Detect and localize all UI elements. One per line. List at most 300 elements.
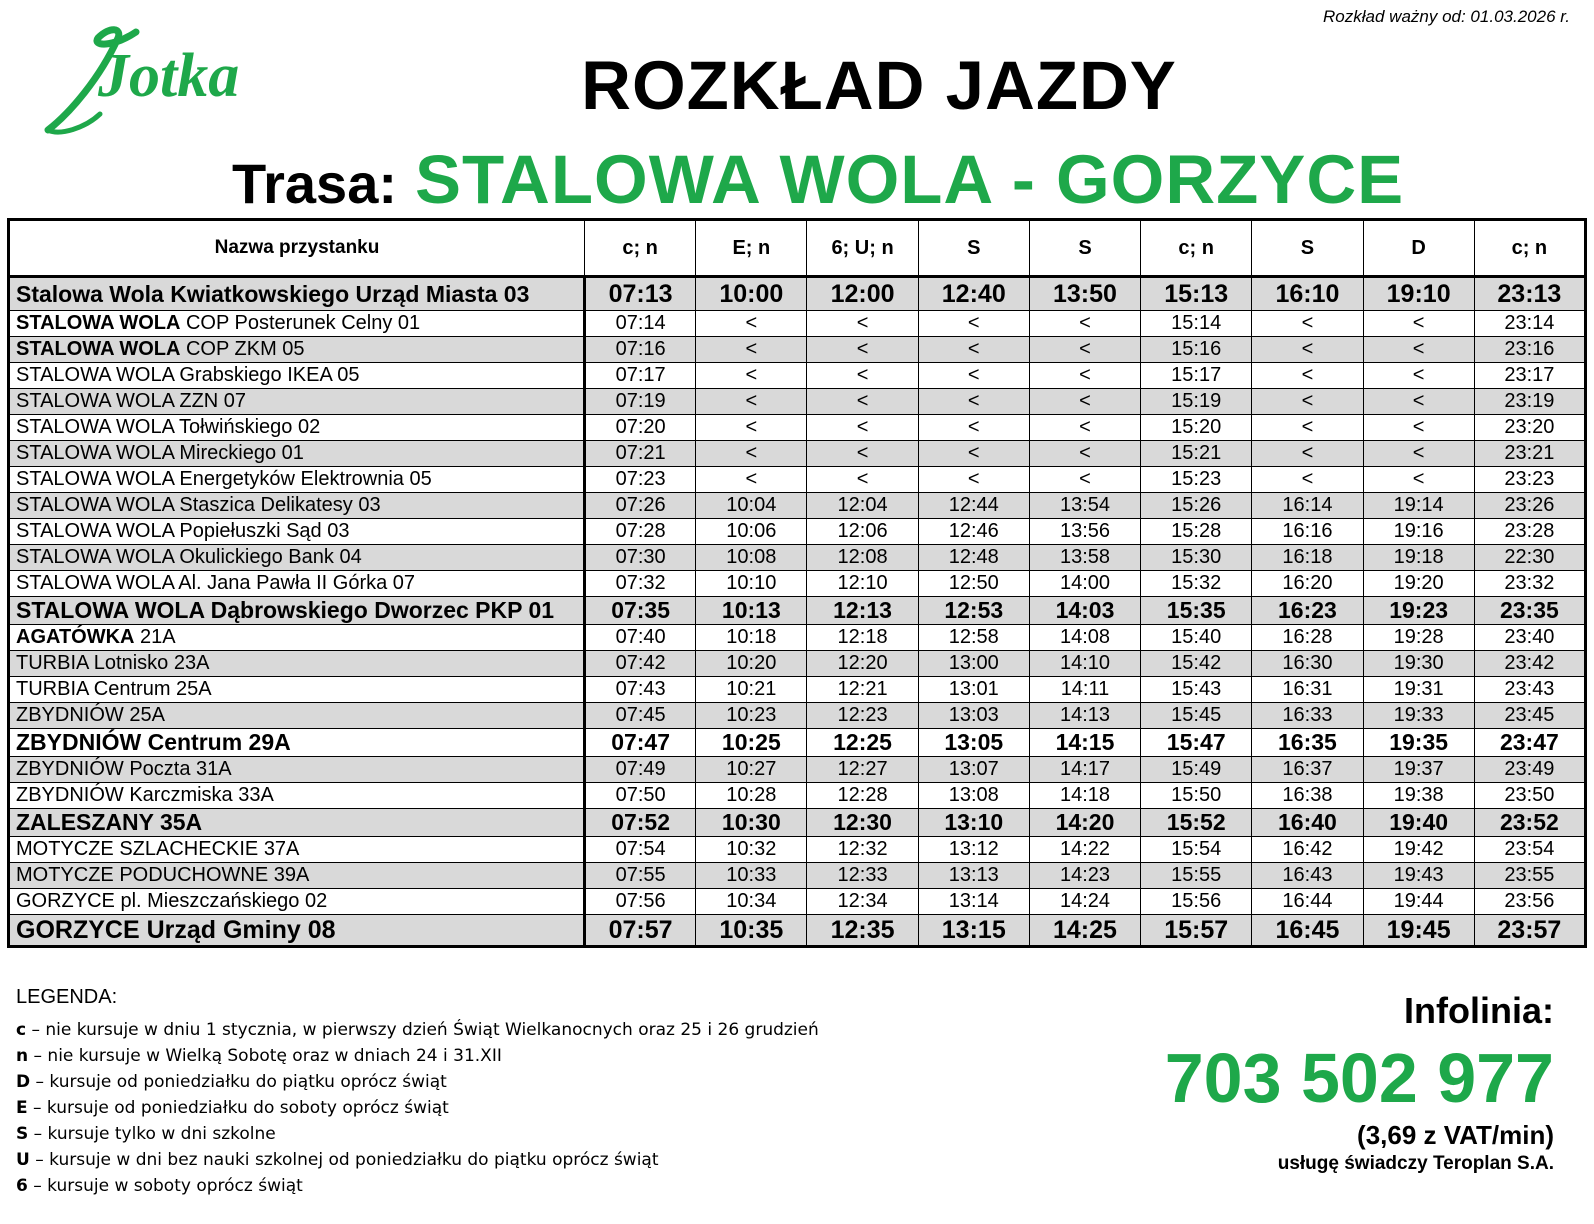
departure-time: 13:58: [1029, 545, 1140, 571]
departure-time: 16:18: [1252, 545, 1363, 571]
legend-item: [16, 1121, 819, 1147]
departure-time: 12:25: [807, 729, 918, 757]
departure-time: <: [918, 337, 1029, 363]
departure-time: 16:33: [1252, 703, 1363, 729]
departure-time: <: [1252, 441, 1363, 467]
departure-time: <: [696, 415, 807, 441]
departure-time: <: [807, 337, 918, 363]
departure-time: 19:43: [1363, 863, 1474, 889]
departure-time: 10:06: [696, 519, 807, 545]
departure-time: 15:30: [1141, 545, 1252, 571]
legend-key: c: [16, 1020, 27, 1040]
table-row: [9, 915, 1586, 947]
departure-time: 13:07: [918, 757, 1029, 783]
stop-name: [9, 415, 585, 441]
departure-time: <: [1029, 415, 1140, 441]
table-row: [9, 493, 1586, 519]
departure-time: 07:20: [585, 415, 696, 441]
departure-time: 15:32: [1141, 571, 1252, 597]
departure-time: 15:14: [1141, 311, 1252, 337]
departure-time: 12:23: [807, 703, 918, 729]
departure-time: 07:43: [585, 677, 696, 703]
departure-time: 12:18: [807, 625, 918, 651]
departure-time: <: [1252, 467, 1363, 493]
stop-name: [9, 389, 585, 415]
table-row: [9, 571, 1586, 597]
stop-name-text: TURBIA Centrum 25A: [16, 678, 212, 700]
departure-time: 14:00: [1029, 571, 1140, 597]
departure-time: 16:16: [1252, 519, 1363, 545]
departure-time: 15:13: [1141, 277, 1252, 311]
departure-time: 07:30: [585, 545, 696, 571]
departure-time: 12:21: [807, 677, 918, 703]
stop-name-text: STALOWA WOLA Dąbrowskiego Dworzec PKP 01: [16, 597, 555, 623]
departure-time: 15:42: [1141, 651, 1252, 677]
stop-name-text: 21A: [134, 626, 176, 648]
legend-item: [16, 1043, 819, 1069]
departure-time: <: [1029, 337, 1140, 363]
departure-time: 16:23: [1252, 597, 1363, 625]
stop-name-prefix: STALOWA WOLA: [16, 338, 181, 360]
departure-time: 10:10: [696, 571, 807, 597]
departure-time: 13:50: [1029, 277, 1140, 311]
stop-name: [9, 337, 585, 363]
departure-time: 14:22: [1029, 837, 1140, 863]
departure-time: 14:10: [1029, 651, 1140, 677]
departure-time: <: [1252, 311, 1363, 337]
departure-time: 14:23: [1029, 863, 1140, 889]
departure-time: 12:44: [918, 493, 1029, 519]
departure-time: 15:54: [1141, 837, 1252, 863]
legend-description: – kursuje w soboty oprócz świąt: [27, 1176, 303, 1196]
departure-time: 23:21: [1474, 441, 1585, 467]
departure-time: 19:37: [1363, 757, 1474, 783]
departure-time: <: [807, 467, 918, 493]
stop-name: [9, 703, 585, 729]
table-row: [9, 337, 1586, 363]
stop-name-text: STALOWA WOLA Staszica Delikatesy 03: [16, 494, 381, 516]
departure-time: 12:53: [918, 597, 1029, 625]
stop-name-header: Nazwa przystanku: [9, 220, 585, 277]
departure-time: 14:03: [1029, 597, 1140, 625]
departure-time: 07:26: [585, 493, 696, 519]
departure-time: 10:32: [696, 837, 807, 863]
departure-time: 15:45: [1141, 703, 1252, 729]
departure-time: 15:56: [1141, 889, 1252, 915]
stop-name-text: STALOWA WOLA Grabskiego IKEA 05: [16, 364, 360, 386]
departure-time: 19:14: [1363, 493, 1474, 519]
departure-time: 19:10: [1363, 277, 1474, 311]
departure-time: 13:03: [918, 703, 1029, 729]
course-header: c; n: [585, 220, 696, 277]
legend-description: – nie kursuje w dniu 1 stycznia, w pierwszy dzień Świąt Wielkanocnych oraz 25 i 26 grudzień: [26, 1020, 819, 1040]
departure-time: 12:30: [807, 809, 918, 837]
departure-time: <: [918, 415, 1029, 441]
departure-time: 16:42: [1252, 837, 1363, 863]
legend-item: [16, 1069, 819, 1095]
departure-time: <: [807, 311, 918, 337]
legend-item: [16, 1173, 819, 1199]
departure-time: 23:54: [1474, 837, 1585, 863]
table-row: [9, 837, 1586, 863]
departure-time: <: [1363, 337, 1474, 363]
departure-time: 15:47: [1141, 729, 1252, 757]
departure-time: 19:28: [1363, 625, 1474, 651]
departure-time: <: [1029, 389, 1140, 415]
departure-time: 23:45: [1474, 703, 1585, 729]
stop-name: [9, 915, 585, 947]
departure-time: 07:16: [585, 337, 696, 363]
departure-time: 07:54: [585, 837, 696, 863]
departure-time: 14:13: [1029, 703, 1140, 729]
departure-time: 16:28: [1252, 625, 1363, 651]
table-row: [9, 703, 1586, 729]
departure-time: <: [1252, 363, 1363, 389]
departure-time: 10:34: [696, 889, 807, 915]
departure-time: <: [1029, 363, 1140, 389]
departure-time: 15:50: [1141, 783, 1252, 809]
route-name: STALOWA WOLA - GORZYCE: [415, 141, 1405, 218]
stop-name: [9, 467, 585, 493]
departure-time: <: [807, 389, 918, 415]
departure-time: 16:20: [1252, 571, 1363, 597]
stop-name: [9, 809, 585, 837]
infoline-operator: usługę świadczy Teroplan S.A.: [1277, 1153, 1554, 1174]
stop-name: [9, 597, 585, 625]
departure-time: <: [1029, 467, 1140, 493]
departure-time: <: [696, 441, 807, 467]
stop-name-text: STALOWA WOLA Mireckiego 01: [16, 442, 304, 464]
stop-name-text: STALOWA WOLA ZZN 07: [16, 390, 247, 412]
stop-name-text: ZBYDNIÓW 25A: [16, 704, 165, 726]
departure-time: 13:01: [918, 677, 1029, 703]
departure-time: 10:13: [696, 597, 807, 625]
departure-time: 23:23: [1474, 467, 1585, 493]
page-title: ROZKŁAD JAZDY: [581, 47, 1177, 124]
stop-name-text: STALOWA WOLA Popiełuszki Sąd 03: [16, 520, 350, 542]
table-row: [9, 519, 1586, 545]
stop-name: [9, 837, 585, 863]
departure-time: 12:35: [807, 915, 918, 947]
table-row: [9, 651, 1586, 677]
departure-time: 14:11: [1029, 677, 1140, 703]
departure-time: 10:30: [696, 809, 807, 837]
departure-time: 12:32: [807, 837, 918, 863]
departure-time: 22:30: [1474, 545, 1585, 571]
route-heading: [232, 140, 1404, 219]
stop-name-text: COP ZKM 05: [180, 338, 305, 360]
departure-time: 23:55: [1474, 863, 1585, 889]
table-row: [9, 415, 1586, 441]
legend-item: [16, 1147, 819, 1173]
course-header: S: [1252, 220, 1363, 277]
course-header: D: [1363, 220, 1474, 277]
course-header: 6; U; n: [807, 220, 918, 277]
departure-time: 19:45: [1363, 915, 1474, 947]
departure-time: 15:52: [1141, 809, 1252, 837]
departure-time: 15:26: [1141, 493, 1252, 519]
departure-time: 23:47: [1474, 729, 1585, 757]
departure-time: 12:50: [918, 571, 1029, 597]
table-row: [9, 467, 1586, 493]
departure-time: 07:52: [585, 809, 696, 837]
departure-time: 12:27: [807, 757, 918, 783]
legend-title: LEGENDA:: [16, 986, 118, 1008]
departure-time: 12:34: [807, 889, 918, 915]
legend-description: – nie kursuje w Wielką Sobotę oraz w dniach 24 i 31.XII: [28, 1046, 502, 1066]
infoline: [1165, 990, 1554, 1175]
departure-time: 10:08: [696, 545, 807, 571]
legend-key: D: [16, 1072, 31, 1092]
legend-key: U: [16, 1150, 30, 1170]
departure-time: <: [696, 389, 807, 415]
departure-time: 10:27: [696, 757, 807, 783]
stop-name-prefix: STALOWA WOLA: [16, 312, 181, 334]
departure-time: 15:35: [1141, 597, 1252, 625]
departure-time: 19:38: [1363, 783, 1474, 809]
logo-text: Jotka: [98, 42, 240, 110]
legend-item: [16, 1017, 819, 1043]
departure-time: 12:58: [918, 625, 1029, 651]
departure-time: 07:55: [585, 863, 696, 889]
departure-time: 13:14: [918, 889, 1029, 915]
stop-name: [9, 311, 585, 337]
departure-time: <: [807, 363, 918, 389]
departure-time: 07:57: [585, 915, 696, 947]
departure-time: 10:18: [696, 625, 807, 651]
stop-name: [9, 493, 585, 519]
departure-time: 23:49: [1474, 757, 1585, 783]
stop-name-text: GORZYCE Urząd Gminy 08: [16, 915, 336, 944]
stop-name-text: STALOWA WOLA Tołwińskiego 02: [16, 416, 321, 438]
departure-time: <: [696, 337, 807, 363]
route-label: Trasa:: [232, 152, 397, 215]
departure-time: 23:43: [1474, 677, 1585, 703]
table-row: [9, 311, 1586, 337]
departure-time: 16:35: [1252, 729, 1363, 757]
legend-description: – kursuje od poniedziałku do soboty oprócz świąt: [27, 1098, 449, 1118]
table-row: [9, 889, 1586, 915]
departure-time: 13:15: [918, 915, 1029, 947]
legend-key: n: [16, 1046, 29, 1066]
departure-time: 07:19: [585, 389, 696, 415]
departure-time: 07:50: [585, 783, 696, 809]
departure-time: 15:21: [1141, 441, 1252, 467]
departure-time: 13:10: [918, 809, 1029, 837]
departure-time: 07:40: [585, 625, 696, 651]
stop-name: [9, 757, 585, 783]
stop-name: [9, 571, 585, 597]
departure-time: <: [918, 441, 1029, 467]
table-row: [9, 545, 1586, 571]
departure-time: 14:25: [1029, 915, 1140, 947]
departure-time: 13:08: [918, 783, 1029, 809]
departure-time: 14:20: [1029, 809, 1140, 837]
departure-time: 07:47: [585, 729, 696, 757]
departure-time: 07:42: [585, 651, 696, 677]
stop-name-text: Stalowa Wola Kwiatkowskiego Urząd Miasta 03: [16, 280, 530, 307]
departure-time: 10:21: [696, 677, 807, 703]
table-row: [9, 277, 1586, 311]
stop-name-text: MOTYCZE PODUCHOWNE 39A: [16, 864, 310, 886]
departure-time: <: [807, 415, 918, 441]
departure-time: 15:49: [1141, 757, 1252, 783]
course-header: S: [918, 220, 1029, 277]
departure-time: 15:40: [1141, 625, 1252, 651]
departure-time: 07:28: [585, 519, 696, 545]
departure-time: 12:13: [807, 597, 918, 625]
departure-time: 16:30: [1252, 651, 1363, 677]
stop-name: [9, 441, 585, 467]
departure-time: 12:20: [807, 651, 918, 677]
departure-time: <: [696, 467, 807, 493]
departure-time: 23:28: [1474, 519, 1585, 545]
departure-time: <: [1252, 389, 1363, 415]
table-row: [9, 625, 1586, 651]
departure-time: <: [918, 363, 1029, 389]
departure-time: <: [1363, 363, 1474, 389]
departure-time: 07:32: [585, 571, 696, 597]
table-row: [9, 441, 1586, 467]
departure-time: 23:40: [1474, 625, 1585, 651]
departure-time: <: [918, 467, 1029, 493]
departure-time: 16:43: [1252, 863, 1363, 889]
departure-time: 14:08: [1029, 625, 1140, 651]
legend-item: [16, 1095, 819, 1121]
stop-name-prefix: AGATÓWKA: [16, 626, 135, 648]
departure-time: 12:46: [918, 519, 1029, 545]
valid-from-date: Rozkład ważny od: 01.03.2026 r.: [1323, 7, 1570, 26]
departure-time: 13:13: [918, 863, 1029, 889]
departure-time: 07:56: [585, 889, 696, 915]
departure-time: 23:42: [1474, 651, 1585, 677]
departure-time: 23:35: [1474, 597, 1585, 625]
table-row: [9, 757, 1586, 783]
departure-time: <: [1252, 415, 1363, 441]
table-row: [9, 363, 1586, 389]
legend-key: 6: [16, 1176, 28, 1196]
departure-time: <: [696, 311, 807, 337]
course-header: c; n: [1141, 220, 1252, 277]
departure-time: <: [1363, 311, 1474, 337]
departure-time: 23:56: [1474, 889, 1585, 915]
stop-name: [9, 889, 585, 915]
departure-time: 19:33: [1363, 703, 1474, 729]
table-row: [9, 389, 1586, 415]
departure-time: 15:23: [1141, 467, 1252, 493]
departure-time: 23:14: [1474, 311, 1585, 337]
legend: [16, 986, 819, 1199]
legend-description: – kursuje od poniedziałku do piątku oprócz świąt: [30, 1072, 447, 1092]
stop-name: [9, 545, 585, 571]
departure-time: 13:12: [918, 837, 1029, 863]
departure-time: 19:18: [1363, 545, 1474, 571]
departure-time: 12:10: [807, 571, 918, 597]
departure-time: 15:43: [1141, 677, 1252, 703]
infoline-phone-number[interactable]: 703 502 977: [1164, 1039, 1554, 1117]
departure-time: <: [1363, 415, 1474, 441]
infoline-price: (3,69 z VAT/min): [1357, 1120, 1554, 1150]
stop-name: [9, 863, 585, 889]
stop-name: [9, 625, 585, 651]
departure-time: 23:50: [1474, 783, 1585, 809]
departure-time: 16:38: [1252, 783, 1363, 809]
table-row: [9, 809, 1586, 837]
departure-time: 23:32: [1474, 571, 1585, 597]
departure-time: 19:31: [1363, 677, 1474, 703]
legend-description: – kursuje tylko w dni szkolne: [28, 1124, 276, 1144]
stop-name: [9, 651, 585, 677]
departure-time: 19:23: [1363, 597, 1474, 625]
departure-time: 07:23: [585, 467, 696, 493]
stop-name: [9, 783, 585, 809]
departure-time: <: [1029, 441, 1140, 467]
course-header: E; n: [696, 220, 807, 277]
table-row: [9, 597, 1586, 625]
departure-time: 16:37: [1252, 757, 1363, 783]
departure-time: 07:45: [585, 703, 696, 729]
departure-time: 12:06: [807, 519, 918, 545]
departure-time: 07:49: [585, 757, 696, 783]
departure-time: <: [807, 441, 918, 467]
stop-name-text: MOTYCZE SZLACHECKIE 37A: [16, 838, 300, 860]
departure-time: 23:19: [1474, 389, 1585, 415]
departure-time: 10:23: [696, 703, 807, 729]
departure-time: 14:18: [1029, 783, 1140, 809]
stop-name: [9, 363, 585, 389]
departure-time: 15:16: [1141, 337, 1252, 363]
departure-time: <: [1363, 389, 1474, 415]
departure-time: 12:33: [807, 863, 918, 889]
table-row: [9, 863, 1586, 889]
departure-time: 12:04: [807, 493, 918, 519]
departure-time: 23:52: [1474, 809, 1585, 837]
stop-name-text: ZBYDNIÓW Poczta 31A: [16, 758, 232, 780]
table-row: [9, 677, 1586, 703]
departure-time: 10:20: [696, 651, 807, 677]
departure-time: 13:54: [1029, 493, 1140, 519]
departure-time: 16:44: [1252, 889, 1363, 915]
departure-time: 12:40: [918, 277, 1029, 311]
departure-time: 10:35: [696, 915, 807, 947]
departure-time: 23:26: [1474, 493, 1585, 519]
stop-name: [9, 729, 585, 757]
departure-time: 23:17: [1474, 363, 1585, 389]
departure-time: <: [696, 363, 807, 389]
departure-time: 12:08: [807, 545, 918, 571]
departure-time: 07:13: [585, 277, 696, 311]
departure-time: 16:10: [1252, 277, 1363, 311]
stop-name: [9, 277, 585, 311]
departure-time: 14:17: [1029, 757, 1140, 783]
departure-time: 23:13: [1474, 277, 1585, 311]
departure-time: 16:40: [1252, 809, 1363, 837]
departure-time: 15:57: [1141, 915, 1252, 947]
departure-time: 07:14: [585, 311, 696, 337]
departure-time: 19:35: [1363, 729, 1474, 757]
stop-name-text: COP Posterunek Celny 01: [180, 312, 421, 334]
timetable-header-row: [9, 220, 1586, 277]
stop-name: [9, 677, 585, 703]
course-header: S: [1029, 220, 1140, 277]
stop-name-text: STALOWA WOLA Okulickiego Bank 04: [16, 546, 362, 568]
departure-time: <: [1363, 467, 1474, 493]
departure-time: <: [1252, 337, 1363, 363]
departure-time: 23:16: [1474, 337, 1585, 363]
departure-time: <: [1029, 311, 1140, 337]
departure-time: 14:24: [1029, 889, 1140, 915]
departure-time: 15:19: [1141, 389, 1252, 415]
